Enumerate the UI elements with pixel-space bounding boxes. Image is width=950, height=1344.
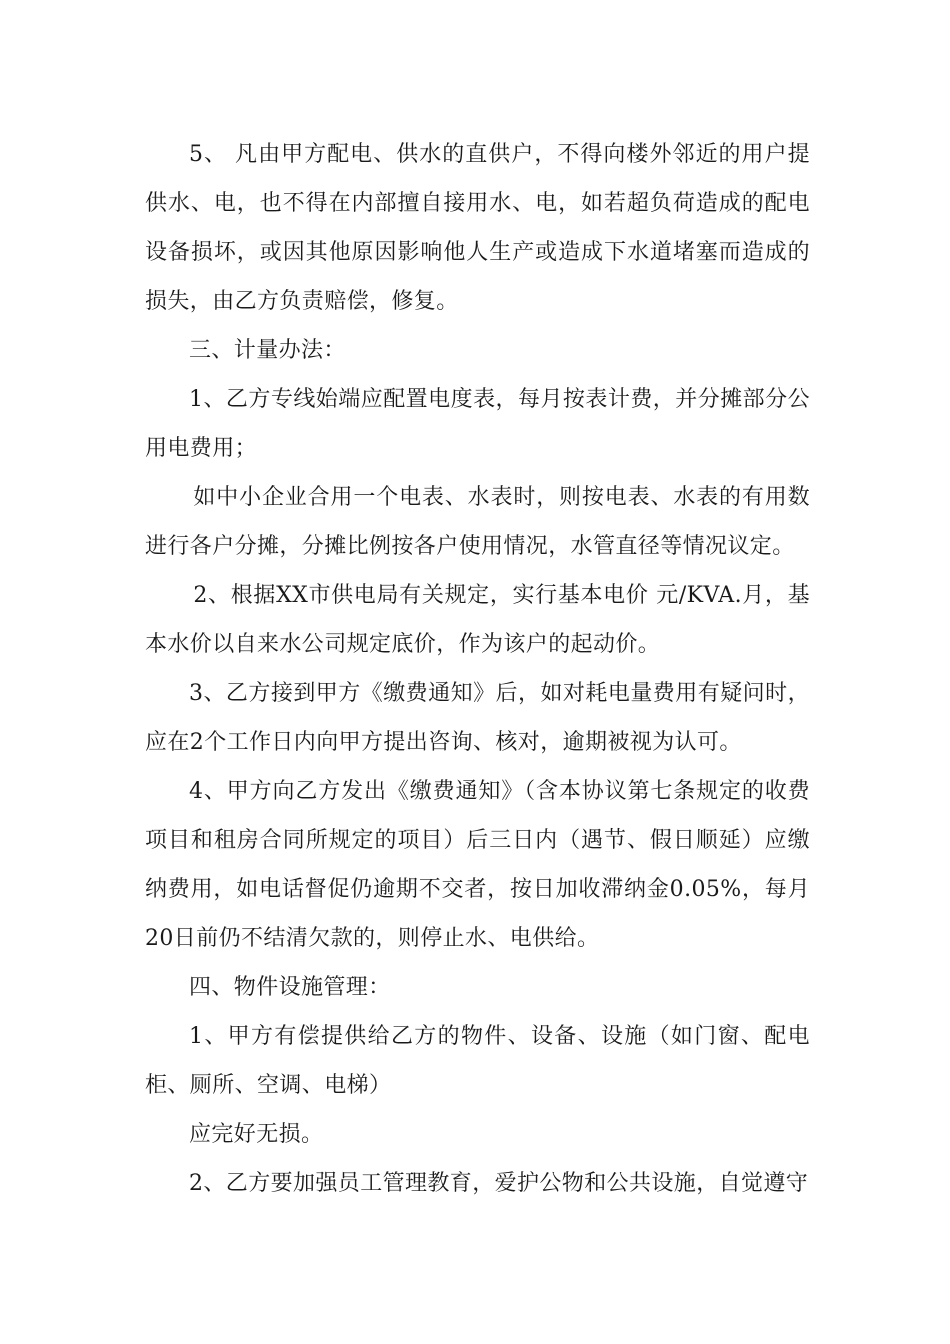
paragraph-metering-shared: 如中小企业合用一个电表、水表时，则按电表、水表的有用数进行各户分摊，分摊比例按各户使用情况，水管直径等情况议定。 xyxy=(145,485,810,559)
section-heading-facilities: 四、物件设施管理： xyxy=(189,975,391,1000)
paragraph-metering-1: 1、乙方专线始端应配置电度表，每月按表计费，并分摊部分公用电费用； xyxy=(145,387,810,461)
paragraph-metering-3: 3、乙方接到甲方《缴费通知》后，如对耗电量费用有疑问时，应在2个工作日内向甲方提出咨询、核对，逾期被视为认可。 xyxy=(145,681,810,755)
paragraph-facilities-1-cont: 应完好无损。 xyxy=(189,1122,324,1147)
paragraph-facilities-1: 1、甲方有偿提供给乙方的物件、设备、设施（如门窗、配电柜、厕所、空调、电梯） xyxy=(145,1024,810,1098)
paragraph-facilities-2: 2、乙方要加强员工管理教育，爱护公物和公共设施，自觉遵守 xyxy=(189,1171,809,1196)
paragraph-metering-4: 4、甲方向乙方发出《缴费通知》（含本协议第七条规定的收费项目和租房合同所规定的项目）后三日内（遇节、假日顺延）应缴纳费用，如电话督促仍逾期不交者，按日加收滞纳金0.05%，每月20日前仍不结清欠款的，则停止水、电供给。 xyxy=(145,779,810,951)
paragraph-clause-5: 5、 凡由甲方配电、供水的直供户，不得向楼外邻近的用户提供水、电，也不得在内部擅自接用水、电，如若超负荷造成的配电设备损坏，或因其他原因影响他人生产或造成下水道堵塞而造成的损失，由乙方负责赔偿，修复。 xyxy=(145,142,810,314)
paragraph-metering-2: 2、根据XX市供电局有关规定，实行基本电价 元/KVA.月，基本水价以自来水公司规定底价，作为该户的起动价。 xyxy=(145,583,810,657)
document-body xyxy=(145,130,810,1208)
section-heading-metering: 三、计量办法： xyxy=(189,338,346,363)
